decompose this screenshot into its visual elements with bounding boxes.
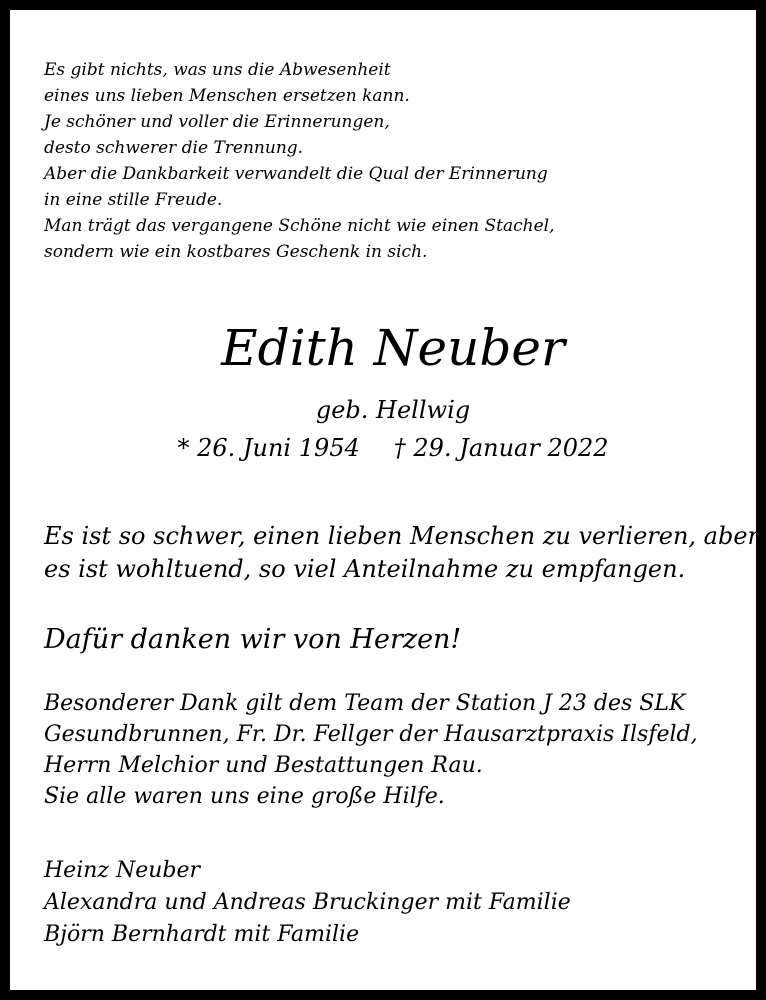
signer: Heinz Neuber	[44, 858, 201, 883]
thanks-heading: Dafür danken wir von Herzen!	[44, 624, 462, 655]
special-thanks-line: Herrn Melchior und Bestattungen Rau.	[44, 753, 483, 778]
poem-line: sondern wie ein kostbares Geschenk in sich.	[44, 242, 428, 262]
maiden-name: geb. Hellwig	[315, 396, 471, 424]
poem-line: Je schöner und voller die Erinnerungen,	[44, 112, 390, 132]
memorial-poem	[44, 57, 555, 265]
poem-line: eines uns lieben Menschen ersetzen kann.	[44, 86, 410, 106]
message-line: es ist wohltuend, so viel Anteilnahme zu empfangen.	[44, 555, 686, 583]
poem-line: in eine stille Freude.	[44, 190, 223, 210]
special-thanks-line: Gesundbrunnen, Fr. Dr. Fellger der Hausarztpraxis Ilsfeld,	[44, 722, 698, 747]
deceased-name: Edith Neuber	[221, 319, 565, 377]
condolence-message	[44, 520, 759, 586]
signers-list	[44, 855, 571, 951]
message-line: Es ist so schwer, einen lieben Menschen zu verlieren, aber	[44, 522, 760, 550]
life-dates	[10, 431, 766, 465]
special-thanks-line: Sie alle waren uns eine große Hilfe.	[44, 784, 445, 809]
signer: Alexandra und Andreas Bruckinger mit Familie	[44, 890, 571, 915]
poem-line: Man trägt das vergangene Schöne nicht wie einen Stachel,	[44, 216, 555, 236]
poem-line: Aber die Dankbarkeit verwandelt die Qual der Erinnerung	[44, 164, 548, 184]
special-thanks-line: Besonderer Dank gilt dem Team der Station J 23 des SLK	[44, 691, 686, 716]
poem-line: desto schwerer die Trennung.	[44, 138, 304, 158]
poem-line: Es gibt nichts, was uns die Abwesenheit	[44, 60, 391, 80]
signer: Björn Bernhardt mit Familie	[44, 922, 360, 947]
death-date: † 29. Januar 2022	[393, 434, 609, 462]
special-thanks	[44, 688, 698, 812]
birth-date: * 26. Juni 1954	[177, 434, 360, 462]
